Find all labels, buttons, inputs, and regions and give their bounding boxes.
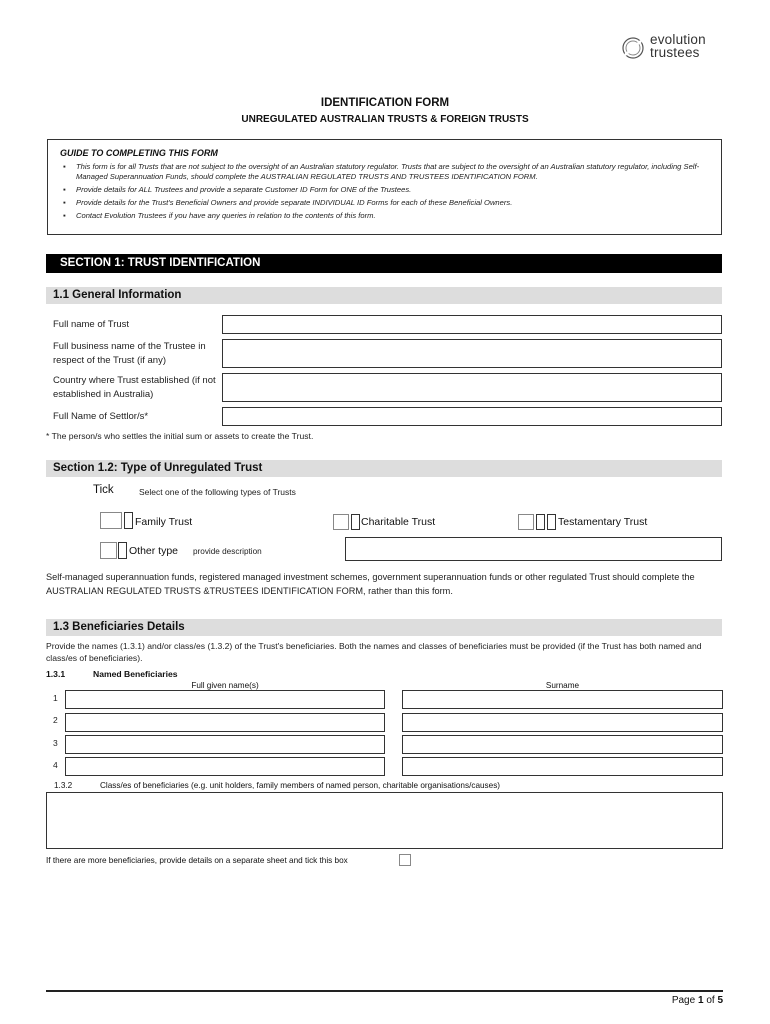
logo-text <box>650 33 706 59</box>
guide-title: GUIDE TO COMPLETING THIS FORM <box>60 148 218 158</box>
charitable-trust-checkbox-glyph <box>351 514 360 530</box>
given-name-column-header: Full given name(s) <box>191 681 259 690</box>
other-type-hint: provide description <box>193 547 262 556</box>
charitable-trust-label: Charitable Trust <box>361 516 436 528</box>
other-type-checkbox-glyph <box>118 542 127 559</box>
trust-type-header: Section 1.2: Type of Unregulated Trust <box>46 460 722 477</box>
class-beneficiaries-label: Class/es of beneficiaries (e.g. unit holders, family members of named person, charitable organisations/causes) <box>100 781 501 790</box>
page-total: 5 <box>717 995 723 1006</box>
beneficiary-surname-field[interactable] <box>402 757 723 776</box>
beneficiary-surname-field[interactable] <box>402 735 723 754</box>
beneficiary-given-name-field[interactable] <box>65 713 385 732</box>
section1-header: SECTION 1: TRUST IDENTIFICATION <box>46 254 722 273</box>
testamentary-trust-checkbox-glyph <box>536 514 545 530</box>
trust-name-field[interactable] <box>222 315 722 334</box>
logo-line2: trustees <box>650 45 700 60</box>
guide-item: ▪ Provide details for ALL Trustees and provide a separate Customer ID Form for ONE of the Trustees. <box>60 185 710 195</box>
charitable-trust-checkbox[interactable] <box>333 514 349 530</box>
logo-mark-icon <box>620 35 646 61</box>
tick-instruction: Select one of the following types of Trusts <box>139 487 296 497</box>
trust-name-label: Full name of Trust <box>53 319 130 330</box>
country-established-label: Country where Trust established (if not established in Australia) <box>53 375 216 400</box>
page-current: 1 <box>697 995 704 1006</box>
country-established-field[interactable] <box>222 373 722 402</box>
beneficiaries-intro: Provide the names (1.3.1) and/or class/es (1.3.2) of the Trust's beneficiaries. Both the names and classes of beneficiaries must be provided (if the Trust has both named and class/es of beneficiaries). <box>46 641 702 663</box>
class-beneficiaries-field[interactable] <box>46 792 723 849</box>
more-beneficiaries-checkbox[interactable] <box>399 854 411 866</box>
page-of: of <box>706 995 715 1006</box>
page-number <box>672 995 723 1006</box>
general-info-header: 1.1 General Information <box>46 287 722 304</box>
guide-item: ▪ Provide details for the Trust's Beneficial Owners and provide separate INDIVIDUAL ID Forms for each of these Beneficial Owners. <box>60 198 710 208</box>
settlor-name-label: Full Name of Settlor/s* <box>53 411 149 422</box>
other-type-checkbox[interactable] <box>100 542 117 559</box>
beneficiary-given-name-field[interactable] <box>65 735 385 754</box>
form-subtitle: UNREGULATED AUSTRALIAN TRUSTS & FOREIGN TRUSTS <box>241 114 529 125</box>
guide-item: ▪ Contact Evolution Trustees if you have any queries in relation to the contents of this form. <box>60 211 710 221</box>
testamentary-trust-checkbox-glyph <box>547 514 556 530</box>
named-beneficiaries-number: 1.3.1 <box>46 669 66 679</box>
trustee-business-name-label: Full business name of the Trustee in respect of the Trust (if any) <box>53 341 206 366</box>
testamentary-trust-label: Testamentary Trust <box>558 516 648 528</box>
family-trust-checkbox-glyph <box>124 512 133 529</box>
settlor-name-field[interactable] <box>222 407 722 426</box>
settlor-note: * The person/s who settles the initial sum or assets to create the Trust. <box>46 431 314 441</box>
beneficiary-given-name-field[interactable] <box>65 757 385 776</box>
beneficiary-row-number: 3 <box>53 738 58 748</box>
guide-box <box>47 139 722 235</box>
tick-label: Tick <box>93 484 114 496</box>
beneficiaries-header: 1.3 Beneficiaries Details <box>46 619 722 636</box>
logo <box>620 33 730 65</box>
form-title: IDENTIFICATION FORM <box>320 97 450 109</box>
guide-item: ▪ This form is for all Trusts that are not subject to the oversight of an Australian statutory regulator. Trusts that are subject to the oversight of an Australian statutory regulator, including Self-Managed Superannuation Funds, should complete the AUSTRALIAN REGULATED TRUSTS AND TRUSTEES IDENTIFICATION FORM. <box>60 162 710 182</box>
guide-list <box>60 162 710 224</box>
regulated-trust-note: Self-managed superannuation funds, registered managed investment schemes, government superannuation funds or other regulated Trust should complete the AUSTRALIAN REGULATED TRUSTS &TRUSTEES IDENTIFICATION FORM, rather than this form. <box>46 572 695 596</box>
beneficiary-row-number: 1 <box>53 693 58 703</box>
beneficiary-row-number: 2 <box>53 715 58 725</box>
more-beneficiaries-label: If there are more beneficiaries, provide details on a separate sheet and tick this box <box>46 856 348 865</box>
logo-line1: evolution <box>650 32 706 47</box>
beneficiary-row-number: 4 <box>53 760 58 770</box>
family-trust-checkbox[interactable] <box>100 512 122 529</box>
named-beneficiaries-title: Named Beneficiaries <box>93 669 178 679</box>
trustee-business-name-field[interactable] <box>222 339 722 368</box>
beneficiary-given-name-field[interactable] <box>65 690 385 709</box>
class-beneficiaries-number: 1.3.2 <box>54 781 73 790</box>
family-trust-label: Family Trust <box>135 516 193 528</box>
footer-divider <box>46 990 723 992</box>
testamentary-trust-checkbox[interactable] <box>518 514 534 530</box>
surname-column-header: Surname <box>545 681 580 690</box>
beneficiary-surname-field[interactable] <box>402 713 723 732</box>
beneficiary-surname-field[interactable] <box>402 690 723 709</box>
page-prefix: Page <box>671 995 696 1006</box>
other-type-description-field[interactable] <box>345 537 722 561</box>
other-type-label: Other type <box>129 545 179 557</box>
